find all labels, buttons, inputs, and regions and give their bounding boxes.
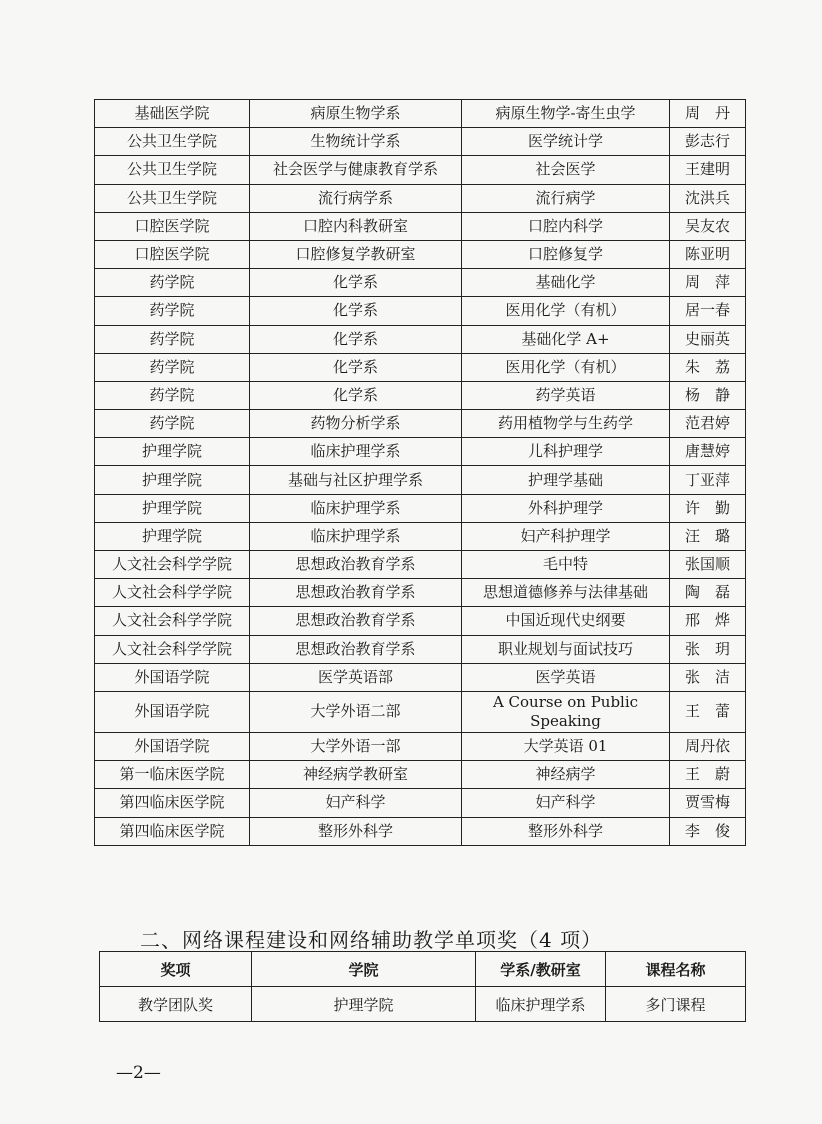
- teacher-cell: 沈洪兵: [670, 184, 746, 212]
- college-cell: 药学院: [95, 381, 250, 409]
- course-cell: 社会医学: [462, 156, 670, 184]
- course-cell: 妇产科学: [462, 789, 670, 817]
- course-cell: 医学统计学: [462, 128, 670, 156]
- course-cell: 基础化学 A+: [462, 325, 670, 353]
- course-table-body: [95, 100, 746, 846]
- course-row: [95, 297, 746, 325]
- college-cell: 第一临床医学院: [95, 761, 250, 789]
- course-cell: 流行病学: [462, 184, 670, 212]
- college-cell: 护理学院: [95, 522, 250, 550]
- college-cell: 药学院: [95, 353, 250, 381]
- course-cell: 妇产科护理学: [462, 522, 670, 550]
- course-row: [95, 691, 746, 732]
- course-cell: 外科护理学: [462, 494, 670, 522]
- department-cell: 临床护理学系: [250, 438, 462, 466]
- teacher-cell: 杨 静: [670, 381, 746, 409]
- course-row: [95, 381, 746, 409]
- teacher-cell: 朱 荔: [670, 353, 746, 381]
- course-row: [95, 789, 746, 817]
- award-row: [100, 987, 746, 1022]
- teacher-cell: 陈亚明: [670, 240, 746, 268]
- department-cell: 思想政治教育学系: [250, 607, 462, 635]
- course-row: [95, 732, 746, 760]
- course-cell: 神经病学: [462, 761, 670, 789]
- course-row: [95, 522, 746, 550]
- teacher-cell: 王 蔚: [670, 761, 746, 789]
- college-cell: 药学院: [95, 269, 250, 297]
- teacher-cell: 史丽英: [670, 325, 746, 353]
- course-row: [95, 410, 746, 438]
- teacher-cell: 许 勤: [670, 494, 746, 522]
- department-cell: 流行病学系: [250, 184, 462, 212]
- award-cell: 临床护理学系: [476, 987, 606, 1022]
- award-header-cell: 学系/教研室: [476, 952, 606, 987]
- department-cell: 病原生物学系: [250, 100, 462, 128]
- course-cell: 医用化学（有机）: [462, 297, 670, 325]
- college-cell: 药学院: [95, 410, 250, 438]
- course-row: [95, 607, 746, 635]
- teacher-cell: 张 玥: [670, 635, 746, 663]
- college-cell: 护理学院: [95, 438, 250, 466]
- department-cell: 化学系: [250, 353, 462, 381]
- course-cell: 大学英语 01: [462, 732, 670, 760]
- department-cell: 思想政治教育学系: [250, 579, 462, 607]
- award-cell: 护理学院: [252, 987, 476, 1022]
- course-row: [95, 635, 746, 663]
- teacher-cell: 居一春: [670, 297, 746, 325]
- department-cell: 妇产科学: [250, 789, 462, 817]
- award-header-row: [100, 952, 746, 987]
- college-cell: 公共卫生学院: [95, 128, 250, 156]
- teacher-cell: 汪 璐: [670, 522, 746, 550]
- department-cell: 化学系: [250, 325, 462, 353]
- section-heading: 二、网络课程建设和网络辅助教学单项奖（4 项）: [140, 928, 603, 952]
- teacher-cell: 张国顺: [670, 551, 746, 579]
- teacher-cell: 王建明: [670, 156, 746, 184]
- course-cell: 基础化学: [462, 269, 670, 297]
- department-cell: 思想政治教育学系: [250, 551, 462, 579]
- department-cell: 神经病学教研室: [250, 761, 462, 789]
- teacher-cell: 吴友农: [670, 212, 746, 240]
- department-cell: 生物统计学系: [250, 128, 462, 156]
- course-cell: 口腔修复学: [462, 240, 670, 268]
- award-header-cell: 学院: [252, 952, 476, 987]
- college-cell: 外国语学院: [95, 663, 250, 691]
- award-header-cell: 课程名称: [606, 952, 746, 987]
- teacher-cell: 周 丹: [670, 100, 746, 128]
- course-cell: 职业规划与面试技巧: [462, 635, 670, 663]
- teacher-cell: 邢 烨: [670, 607, 746, 635]
- department-cell: 大学外语一部: [250, 732, 462, 760]
- college-cell: 第四临床医学院: [95, 817, 250, 845]
- course-row: [95, 128, 746, 156]
- college-cell: 口腔医学院: [95, 212, 250, 240]
- course-cell: 病原生物学-寄生虫学: [462, 100, 670, 128]
- college-cell: 第四临床医学院: [95, 789, 250, 817]
- course-row: [95, 184, 746, 212]
- course-cell: 口腔内科学: [462, 212, 670, 240]
- award-table: [99, 951, 746, 1022]
- award-cell: 教学团队奖: [100, 987, 252, 1022]
- teacher-cell: 彭志行: [670, 128, 746, 156]
- college-cell: 护理学院: [95, 466, 250, 494]
- course-row: [95, 212, 746, 240]
- course-row: [95, 551, 746, 579]
- department-cell: 思想政治教育学系: [250, 635, 462, 663]
- college-cell: 外国语学院: [95, 732, 250, 760]
- college-cell: 基础医学院: [95, 100, 250, 128]
- page-number: —2—: [116, 1063, 161, 1083]
- award-header-cell: 奖项: [100, 952, 252, 987]
- college-cell: 公共卫生学院: [95, 156, 250, 184]
- teacher-cell: 王 蕾: [670, 691, 746, 732]
- department-cell: 整形外科学: [250, 817, 462, 845]
- college-cell: 药学院: [95, 325, 250, 353]
- course-row: [95, 156, 746, 184]
- teacher-cell: 陶 磊: [670, 579, 746, 607]
- department-cell: 化学系: [250, 381, 462, 409]
- course-row: [95, 325, 746, 353]
- department-cell: 医学英语部: [250, 663, 462, 691]
- course-cell: 儿科护理学: [462, 438, 670, 466]
- course-cell: 中国近现代史纲要: [462, 607, 670, 635]
- college-cell: 外国语学院: [95, 691, 250, 732]
- course-cell: 药学英语: [462, 381, 670, 409]
- department-cell: 临床护理学系: [250, 522, 462, 550]
- course-cell: 毛中特: [462, 551, 670, 579]
- course-row: [95, 353, 746, 381]
- college-cell: 护理学院: [95, 494, 250, 522]
- teacher-cell: 张 洁: [670, 663, 746, 691]
- course-row: [95, 438, 746, 466]
- teacher-cell: 李 俊: [670, 817, 746, 845]
- department-cell: 化学系: [250, 269, 462, 297]
- college-cell: 口腔医学院: [95, 240, 250, 268]
- course-row: [95, 240, 746, 268]
- course-row: [95, 579, 746, 607]
- course-cell: 医学英语: [462, 663, 670, 691]
- course-cell: 思想道德修养与法律基础: [462, 579, 670, 607]
- department-cell: 化学系: [250, 297, 462, 325]
- course-cell: 护理学基础: [462, 466, 670, 494]
- teacher-cell: 贾雪梅: [670, 789, 746, 817]
- course-row: [95, 494, 746, 522]
- department-cell: 口腔内科教研室: [250, 212, 462, 240]
- course-row: [95, 466, 746, 494]
- teacher-cell: 丁亚萍: [670, 466, 746, 494]
- college-cell: 人文社会科学学院: [95, 635, 250, 663]
- department-cell: 临床护理学系: [250, 494, 462, 522]
- course-cell: 药用植物学与生药学: [462, 410, 670, 438]
- course-row: [95, 761, 746, 789]
- college-cell: 人文社会科学学院: [95, 579, 250, 607]
- award-cell: 多门课程: [606, 987, 746, 1022]
- department-cell: 口腔修复学教研室: [250, 240, 462, 268]
- course-row: [95, 269, 746, 297]
- teacher-cell: 唐慧婷: [670, 438, 746, 466]
- course-cell: 整形外科学: [462, 817, 670, 845]
- course-cell: 医用化学（有机）: [462, 353, 670, 381]
- course-row: [95, 100, 746, 128]
- course-row: [95, 663, 746, 691]
- department-cell: 大学外语二部: [250, 691, 462, 732]
- department-cell: 基础与社区护理学系: [250, 466, 462, 494]
- course-cell: A Course on Public Speaking: [462, 691, 670, 732]
- teacher-cell: 周丹依: [670, 732, 746, 760]
- teacher-cell: 范君婷: [670, 410, 746, 438]
- college-cell: 人文社会科学学院: [95, 607, 250, 635]
- college-cell: 公共卫生学院: [95, 184, 250, 212]
- college-cell: 人文社会科学学院: [95, 551, 250, 579]
- department-cell: 社会医学与健康教育学系: [250, 156, 462, 184]
- college-cell: 药学院: [95, 297, 250, 325]
- course-row: [95, 817, 746, 845]
- course-table: [94, 99, 746, 846]
- department-cell: 药物分析学系: [250, 410, 462, 438]
- teacher-cell: 周 萍: [670, 269, 746, 297]
